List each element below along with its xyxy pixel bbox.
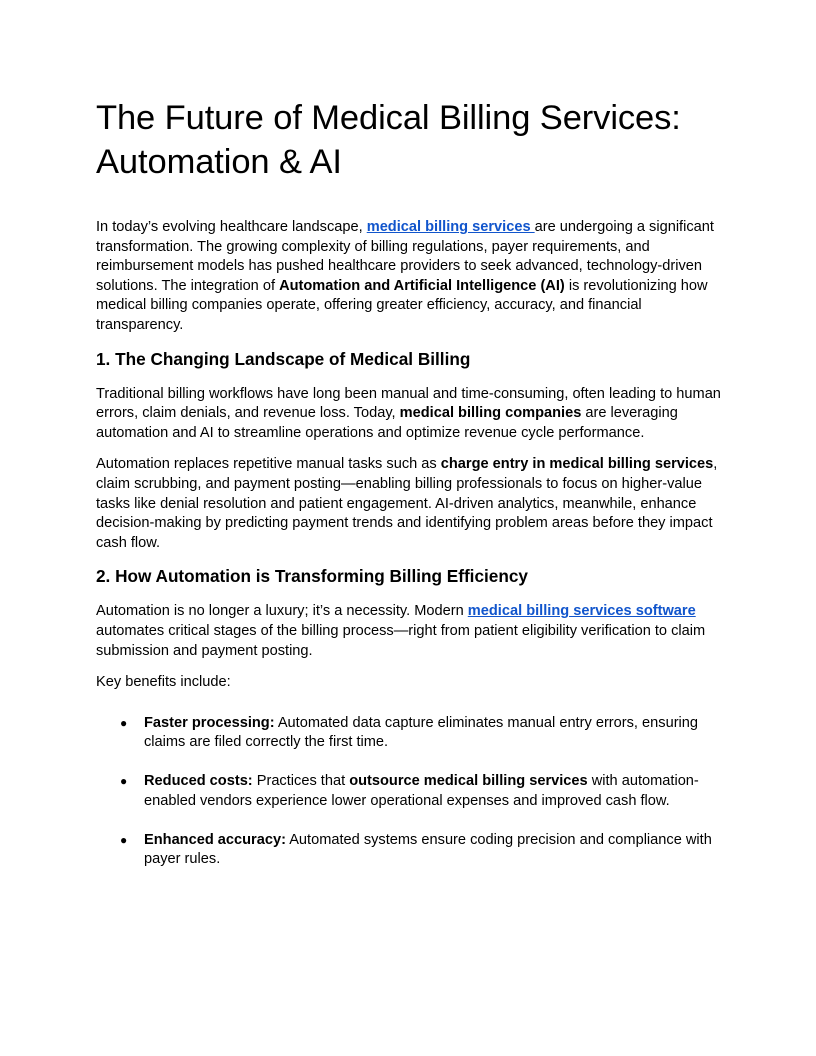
medical-billing-software-link[interactable]: medical billing services software: [467, 603, 696, 620]
page-title: The Future of Medical Billing Services: Automation & AI: [96, 99, 681, 181]
section-2-heading: 2. How Automation is Transforming Billing Efficiency: [96, 566, 528, 587]
benefit-text-1: Practices that: [252, 773, 350, 790]
bullet-icon: ●: [120, 774, 128, 789]
bullet-icon: ●: [120, 715, 128, 730]
section-1-paragraph-1: [96, 385, 724, 444]
benefit-label: Enhanced accuracy:: [144, 831, 286, 848]
benefit-label: Faster processing:: [144, 714, 275, 731]
s1p2-bold: charge entry in medical billing services: [440, 456, 714, 473]
intro-paragraph: [96, 218, 724, 336]
benefits-list: [96, 714, 724, 870]
s1p2-text-2: , claim scrubbing, and payment posting—enabling billing professionals to focus on higher-value tasks like denial resolution and patient engagement. AI-driven analytics, meanwhile, enhance decision-making by predicting payment trends and identifying problem areas before they impact cash flow.: [96, 456, 718, 551]
intro-text-2: are undergoing a significant transformation. The growing complexity of billing regulations, payer requirements, and reimbursement models has pushed healthcare providers to seek advanced, technology-driven solutions. The integration of: [96, 219, 714, 294]
s1p1-text-2: are leveraging automation and AI to streamline operations and optimize revenue cycle performance.: [96, 405, 678, 441]
list-item: [96, 831, 724, 870]
s2p1-text-2: automates critical stages of the billing process—right from patient eligibility verification to claim submission and payment posting.: [96, 622, 706, 659]
medical-billing-services-link[interactable]: medical billing services: [366, 219, 535, 235]
bullet-icon: ●: [120, 832, 128, 847]
section-1-paragraph-2: [96, 455, 724, 553]
intro-bold-ai: Automation and Artificial Intelligence (AI): [279, 277, 565, 294]
benefit-text-2: with automation-enabled vendors experience lower operational expenses and improved cash flow.: [144, 773, 699, 809]
section-2-paragraph-2: Key benefits include:: [96, 674, 231, 691]
list-item: [96, 714, 724, 753]
intro-text-1: In today’s evolving healthcare landscape,: [96, 219, 367, 235]
intro-text-3: is revolutionizing how medical billing companies operate, offering greater efficiency, accuracy, and financial transparency.: [96, 277, 708, 333]
benefit-text: Automated systems ensure coding precision and compliance with payer rules.: [144, 831, 712, 868]
s1p1-bold: medical billing companies: [399, 405, 582, 422]
document-page: [96, 96, 724, 889]
section-2-paragraph-1: [96, 602, 724, 661]
benefit-label: Reduced costs:: [144, 773, 253, 790]
list-item: [96, 772, 724, 811]
benefit-bold: outsource medical billing services: [349, 773, 588, 790]
section-1-heading: 1. The Changing Landscape of Medical Billing: [96, 348, 471, 369]
s2p1-text-1: Automation is no longer a luxury; it’s a necessity. Modern: [96, 603, 468, 620]
s1p1-text-1: Traditional billing workflows have long been manual and time-consuming, often leading to human errors, claim denials, and revenue loss. Today,: [96, 385, 721, 422]
s1p2-text-1: Automation replaces repetitive manual tasks such as: [96, 456, 441, 473]
benefit-text: Automated data capture eliminates manual entry errors, ensuring claims are filed correctly the first time.: [144, 714, 699, 751]
